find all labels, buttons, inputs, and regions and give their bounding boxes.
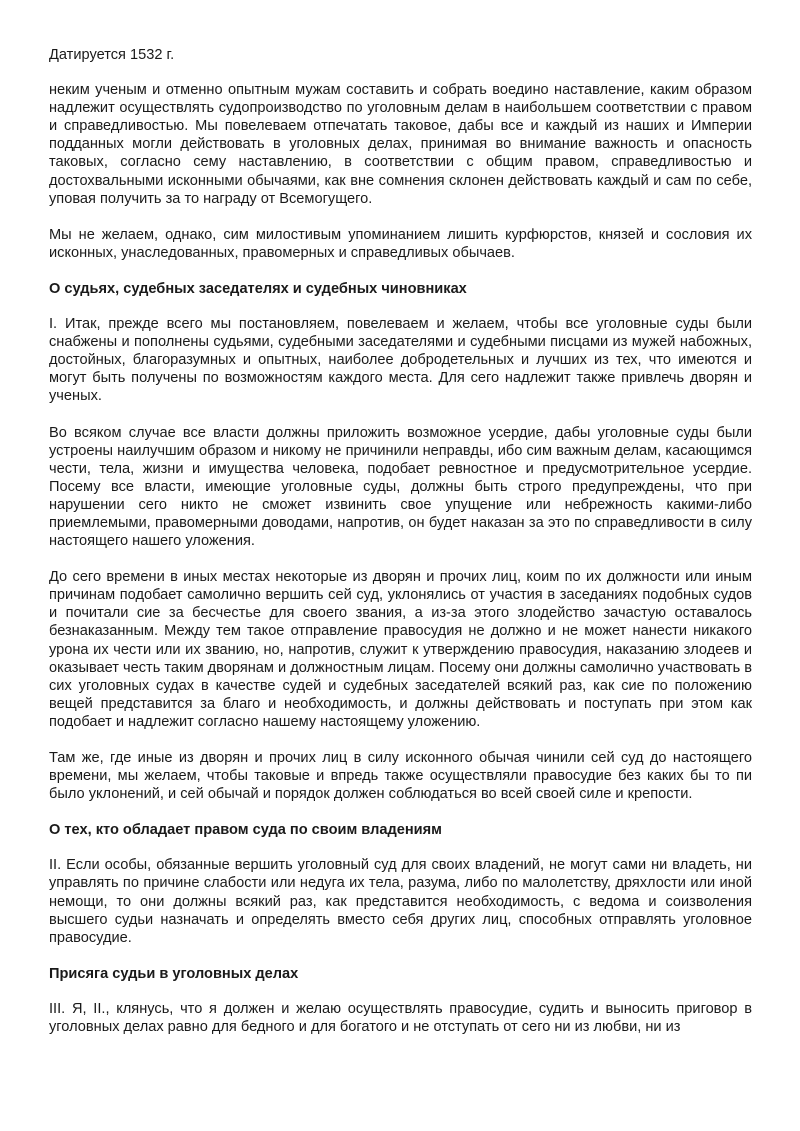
date-line: Датируется 1532 г.	[49, 47, 175, 63]
paragraph: Во всяком случае все власти должны приложить возможное усердие, дабы уголовные суды были устроены наилучшим образом и никому не причинили неправды, ибо сим важным делам, касающимся чести, тела, жизни и имущества человека, подобает ревностное и предусмотрительное усердие. Посему все власти, имеющие уголовные суды, должны быть строго предупреждены, что при нарушении сего никто не сможет извинить свое упущение или небрежность какими-либо приемлемыми, правомерными доводами, напротив, он будет наказан за это по справедливости в силу настоящего нашего уложения.	[49, 424, 752, 550]
section-heading-judges: О судьях, судебных заседателях и судебных чиновниках	[49, 280, 467, 297]
paragraph: III. Я, II., клянусь, что я должен и желаю осуществлять правосудие, судить и выносить приговор в уголовных делах равно для бедного и для богатого и не отступать от сего ни из любви, ни из	[49, 1000, 752, 1036]
section-heading-oath: Присяга судьи в уголовных делах	[49, 965, 299, 982]
paragraph: I. Итак, прежде всего мы постановляем, повелеваем и желаем, чтобы все уголовные суды были снабжены и пополнены судьями, судебными заседателями и судебными писцами из мужей набожных, достойных, благоразумных и опытных, наиболее добродетельных и лучших из тех, что имеются и могут быть получены по возможностям каждого места. Для сего надлежит также привлечь дворян и ученых.	[49, 316, 752, 405]
section-heading-jurisdiction: О тех, кто обладает правом суда по своим владениям	[49, 822, 442, 839]
paragraph: До сего времени в иных местах некоторые из дворян и прочих лиц, коим по их должности или иным причинам подобает самолично вершить сей суд, уклонялись от участия в заседаниях подобных судов и почитали сие за бесчестье для своего звания, а из-за этого злодейство зачастую оставалось безнаказанным. Между тем такое отправление правосудия не должно и не может нанести никакого урона их чести или их званию, но, напротив, служит к утверждению правосудия, наказанию злодеев и оказывает честь таким дворянам и должностным лицам. Посему они должны самолично участвовать в сих уголовных судах в качестве судей и судебных заседателей всякий раз, как сие по положению вещей представится за благо и необходимость, и должны действовать и поступать при этом как подобает и надлежит согласно нашему настоящему уложению.	[49, 569, 752, 730]
paragraph: неким ученым и отменно опытным мужам составить и собрать воедино наставление, каким образом надлежит осуществлять судопроизводство по уголовным делам в наибольшем соответствии с правом и справедливостью. Мы повелеваем отпечатать таковое, дабы все и каждый из наших и Империи подданных могли действовать в уголовных делах, принимая во внимание важность и опасность таковых, согласно сему наставлению, в соответствии с общим правом, справедливостью и достохвальными исконными обычаями, как вне сомнения склонен действовать каждый и сам по себе, уповая получить за то награду от Всемогущего.	[49, 82, 752, 207]
paragraph: II. Если особы, обязанные вершить уголовный суд для своих владений, не могут сами ни владеть, ни управлять по причине слабости или недуга их тела, разума, либо по малолетству, дряхлости или иной немощи, то они должны всякий раз, как представится необходимость, с ведома и соизволения высшего судьи назначать и определять вместо себя других лиц, способных отправлять уголовное правосудие.	[49, 857, 752, 946]
paragraph: Там же, где иные из дворян и прочих лиц в силу исконного обычая чинили сей суд до настоящего времени, мы желаем, чтобы таковые и впредь также осуществляли правосудие без каких бы то пи было уклонений, и сей обычай и порядок должен соблюдаться во всей своей силе и крепости.	[49, 750, 752, 803]
paragraph: Мы не желаем, однако, сим милостивым упоминанием лишить курфюрстов, князей и сословия их исконных, унаследованных, правомерных и справедливых обычаев.	[49, 226, 752, 261]
